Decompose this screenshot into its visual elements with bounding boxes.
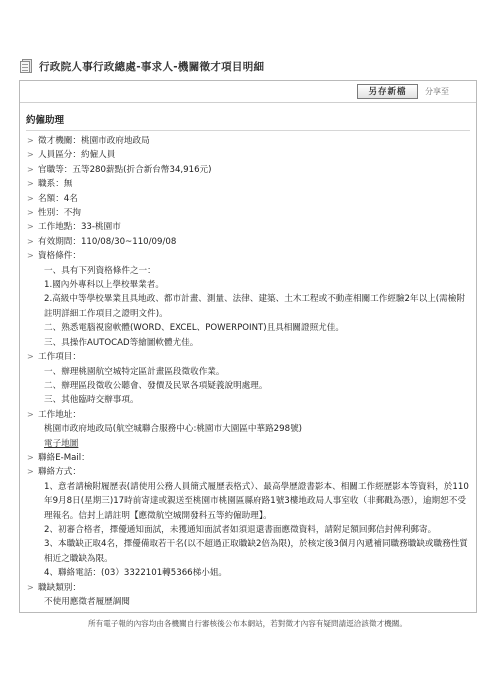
- job-content: [26, 112, 470, 609]
- qualification-line: 二、熟悉電腦視窗軟體(WORD、EXCEL、POWERPOINT)且具相關證照尤佳。: [44, 323, 344, 334]
- qualification-line: 三、具操作AUTOCAD等繪圖軟體尤佳。: [44, 337, 199, 348]
- page-title: 行政院人事行政總處-事求人-機關徵才項目明細: [39, 60, 265, 73]
- field-text: 官職等：五等280薪點(折合新台幣34,916元): [38, 164, 212, 175]
- field-text: 徵才機關：桃園市政府地政局: [38, 136, 150, 146]
- field-duties: [26, 350, 470, 408]
- field-category: [26, 148, 470, 162]
- map-link[interactable]: 電子地圖: [44, 438, 79, 449]
- field-text: 有效期間：110/08/30~110/09/08: [38, 236, 177, 247]
- address-text: 桃園市政府地政局(航空城聯合服務中心:桃園市大園區中華路298號): [44, 424, 303, 435]
- field-agency: [26, 134, 470, 148]
- field-email: [26, 451, 470, 465]
- duty-line: 二、辦理區段徵收公聽會、發價及民眾各項疑義說明處理。: [44, 380, 268, 391]
- chevron-right-icon: >: [27, 452, 34, 462]
- field-grade: [26, 163, 470, 177]
- field-label: 聯絡方式：: [38, 467, 81, 478]
- qualification-line: 1.國內外專科以上學校畢業者。: [44, 280, 164, 291]
- field-label: 工作項目：: [38, 352, 81, 363]
- field-address: [26, 408, 470, 451]
- field-contact: [26, 465, 470, 580]
- duty-line: 一、辦理桃園航空城特定區計畫區段徵收作業。: [44, 366, 225, 377]
- chevron-right-icon: >: [27, 236, 34, 246]
- field-list: [26, 134, 470, 609]
- field-period: [26, 235, 470, 249]
- field-text: 工作地點：33-桃園市: [38, 222, 121, 233]
- contact-line: 4、聯絡電話：(03）3322101轉5366梯小姐。: [44, 568, 228, 579]
- field-label: 工作地址：: [38, 409, 81, 420]
- toolbar: [20, 81, 476, 103]
- chevron-right-icon: >: [27, 136, 34, 145]
- chevron-right-icon: >: [27, 193, 34, 203]
- qualification-line: 2.高級中等學校畢業且具地政、都市計畫、測量、法律、建築、土木工程或不動產相關工作經驗2年以上(需檢附註明詳細工作項目之證明文件)。: [44, 294, 465, 319]
- save-as-button[interactable]: 另存新檔: [357, 84, 418, 99]
- vacancy-type-text: 不使用應徵者履歷調閱: [44, 597, 130, 607]
- field-gender: [26, 206, 470, 220]
- footer-note: 所有電子報的內容均由各機關自行審核後公布本網站，若對徵才內容有疑問請逕洽該徵才機關。: [88, 619, 407, 628]
- chevron-right-icon: >: [27, 150, 34, 160]
- contact-line: 2、初審合格者，擇優通知面試，未獲通知面試者如須退還書面應徵資料，請附足額回郵信封俾利郵寄。: [44, 524, 437, 535]
- field-text: 職系：無: [38, 179, 73, 190]
- field-label: 職缺類別：: [38, 582, 81, 593]
- share-link[interactable]: 分享至: [425, 87, 449, 96]
- field-label: 資格條件：: [38, 251, 81, 262]
- contact-line: 3、本職缺正取4名，擇優備取若干名(以不超過正取職缺2倍為限)，於核定後3個月內遞補同職務職缺或職務性質相近之職缺為限。: [44, 539, 468, 564]
- chevron-right-icon: >: [27, 164, 34, 174]
- document-icon: [20, 59, 32, 73]
- qualification-line: 一、具有下列資格條件之一：: [44, 265, 156, 276]
- field-vacancy-type: [26, 581, 470, 610]
- chevron-right-icon: >: [27, 179, 34, 189]
- field-location: [26, 220, 470, 234]
- field-label: 聯絡E-Mail：: [38, 452, 90, 463]
- chevron-right-icon: >: [27, 222, 34, 232]
- chevron-right-icon: >: [27, 467, 34, 477]
- page-header: [20, 58, 480, 74]
- field-qualification: [26, 249, 470, 350]
- chevron-right-icon: >: [27, 251, 34, 261]
- field-series: [26, 177, 470, 191]
- field-quota: [26, 192, 470, 206]
- field-text: 性別：不拘: [38, 208, 81, 219]
- chevron-right-icon: >: [27, 582, 34, 592]
- field-text: 名額：4名: [38, 193, 78, 204]
- chevron-right-icon: >: [27, 409, 34, 419]
- job-detail-panel: [19, 80, 477, 613]
- chevron-right-icon: >: [27, 208, 34, 218]
- chevron-right-icon: >: [27, 352, 34, 362]
- contact-line: 1、意者請檢附履歷表(請使用公務人員簡式履歷表格式）、最高學歷證書影本、相關工作經歷影本等資料，於110年9月8日(星期三)17時前寄達或親送至桃園市桃園區縣府路1號3樓地政局人事室收（非郵戳為憑），逾期恕不受理報名。信封上請註明【應徵航空城開發科五等約僱助理】。: [44, 481, 469, 521]
- job-title: 約僱助理: [26, 112, 470, 131]
- duty-line: 三、其他臨時交辦事項。: [44, 395, 139, 406]
- field-text: 人員區分：約僱人員: [38, 150, 116, 161]
